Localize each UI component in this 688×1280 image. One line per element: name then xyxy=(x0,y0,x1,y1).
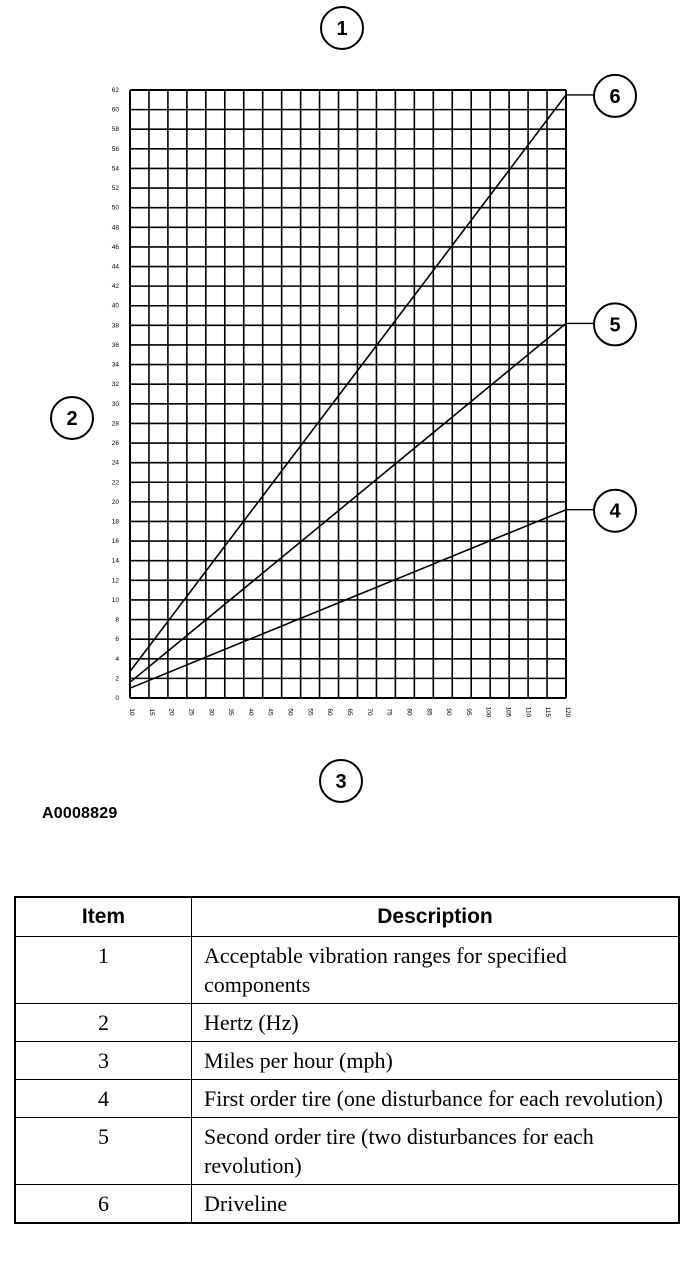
legend-item-number: 3 xyxy=(15,1042,192,1080)
y-tick-label: 56 xyxy=(111,145,119,153)
y-tick-label: 16 xyxy=(111,538,119,546)
callout-2 xyxy=(51,397,93,439)
series-line-4 xyxy=(130,510,566,688)
y-tick-label: 28 xyxy=(111,420,119,428)
y-tick-label: 60 xyxy=(111,106,119,114)
y-tick-label: 44 xyxy=(111,263,119,271)
legend-item-description: Hertz (Hz) xyxy=(192,1004,680,1042)
series-line-6 xyxy=(130,95,566,672)
callout-label: 5 xyxy=(609,314,621,337)
y-tick-label: 0 xyxy=(115,695,119,702)
x-tick-label: 80 xyxy=(405,708,413,716)
legend-item-number: 1 xyxy=(15,937,192,1004)
x-tick-label: 65 xyxy=(346,708,353,716)
callout-label: 2 xyxy=(66,408,78,430)
legend-item-description: Second order tire (two disturbances for each revolution) xyxy=(192,1118,680,1185)
series-line-5 xyxy=(130,323,566,682)
y-tick-label: 34 xyxy=(111,361,119,369)
y-tick-label: 6 xyxy=(115,636,119,644)
legend-header-row xyxy=(15,897,679,937)
callout-4 xyxy=(594,490,636,532)
callout-label: 4 xyxy=(609,500,621,523)
x-tick-label: 105 xyxy=(504,706,512,718)
legend-header-description: Description xyxy=(192,897,680,937)
y-tick-label: 12 xyxy=(111,577,119,585)
y-tick-label: 54 xyxy=(111,165,119,173)
x-tick-label: 50 xyxy=(286,708,294,716)
legend-item-number: 2 xyxy=(15,1004,192,1042)
x-axis-ticks xyxy=(128,707,571,718)
legend-item-number: 6 xyxy=(15,1185,192,1224)
x-tick-label: 25 xyxy=(187,708,195,716)
table-row xyxy=(15,937,679,1004)
callout-label: 6 xyxy=(609,85,621,108)
legend-item-description: Miles per hour (mph) xyxy=(192,1042,680,1080)
y-tick-label: 38 xyxy=(111,322,119,330)
x-tick-label: 115 xyxy=(544,706,552,718)
y-tick-label: 42 xyxy=(111,283,119,291)
table-row xyxy=(15,1004,679,1042)
x-tick-label: 90 xyxy=(445,708,453,716)
y-tick-label: 22 xyxy=(111,479,119,487)
y-tick-label: 24 xyxy=(111,459,119,467)
x-tick-label: 85 xyxy=(425,708,433,716)
y-tick-label: 8 xyxy=(115,616,119,624)
legend-item-description: Acceptable vibration ranges for specified components xyxy=(192,937,680,1004)
y-tick-label: 50 xyxy=(111,204,119,212)
y-axis-ticks xyxy=(112,87,120,702)
y-tick-label: 32 xyxy=(111,381,119,389)
x-tick-label: 30 xyxy=(207,708,215,716)
table-row xyxy=(15,1042,679,1080)
y-tick-label: 48 xyxy=(111,224,119,232)
y-tick-label: 46 xyxy=(111,243,119,251)
x-tick-label: 75 xyxy=(385,708,393,716)
callout-label: 1 xyxy=(336,18,348,40)
legend-item-description: Driveline xyxy=(192,1185,680,1224)
table-row xyxy=(15,1080,679,1118)
callout-6 xyxy=(594,75,636,117)
x-tick-label: 35 xyxy=(227,708,235,716)
x-tick-label: 120 xyxy=(564,706,571,718)
y-tick-label: 20 xyxy=(111,498,119,506)
x-tick-label: 60 xyxy=(326,708,334,716)
table-row xyxy=(15,1118,679,1185)
legend-item-number: 5 xyxy=(15,1118,192,1185)
legend-item-description: First order tire (one disturbance for each revolution) xyxy=(192,1080,680,1118)
y-tick-label: 58 xyxy=(111,126,119,134)
y-tick-label: 52 xyxy=(111,185,119,193)
x-tick-label: 40 xyxy=(246,708,254,716)
y-tick-label: 26 xyxy=(111,440,119,448)
y-tick-label: 40 xyxy=(111,302,119,310)
legend-item-number: 4 xyxy=(15,1080,192,1118)
y-tick-label: 10 xyxy=(111,596,119,604)
y-tick-label: 14 xyxy=(111,557,119,565)
x-tick-label: 95 xyxy=(464,708,472,716)
x-tick-label: 45 xyxy=(266,708,274,716)
callout-1 xyxy=(321,7,363,49)
x-tick-label: 70 xyxy=(365,708,373,716)
y-tick-label: 4 xyxy=(115,655,119,663)
legend-table xyxy=(14,896,680,1224)
x-tick-label: 10 xyxy=(128,708,135,716)
y-tick-label: 18 xyxy=(111,518,119,526)
x-tick-label: 55 xyxy=(306,708,314,716)
figure-id: A0008829 xyxy=(42,805,118,822)
callout-5 xyxy=(594,303,636,345)
y-tick-label: 36 xyxy=(111,341,119,349)
y-tick-label: 62 xyxy=(111,87,119,94)
x-tick-label: 15 xyxy=(147,708,155,716)
callout-label: 3 xyxy=(335,771,347,793)
y-tick-label: 2 xyxy=(115,675,119,683)
x-tick-label: 110 xyxy=(524,706,532,718)
table-row xyxy=(15,1185,679,1224)
callout-3 xyxy=(320,760,362,802)
legend-header-item: Item xyxy=(15,897,192,937)
x-tick-label: 20 xyxy=(167,708,175,716)
y-tick-label: 30 xyxy=(111,400,119,408)
x-tick-label: 100 xyxy=(484,706,492,718)
